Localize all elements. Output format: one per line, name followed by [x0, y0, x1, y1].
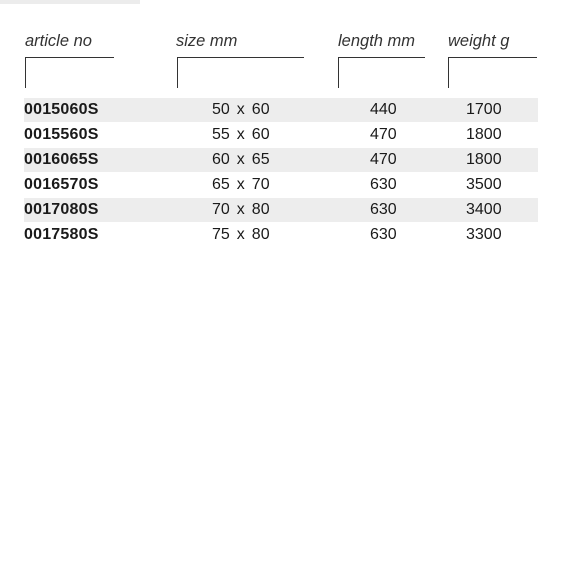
table-row [24, 148, 538, 172]
cell-weight: 3500 [466, 176, 502, 193]
cell-article: 0015060S [24, 101, 99, 118]
column-header-article: article no [25, 32, 92, 50]
cell-length: 630 [370, 176, 397, 193]
cell-weight: 1700 [466, 101, 502, 118]
cell-article: 0017580S [24, 226, 99, 243]
table-row [24, 173, 538, 197]
cell-weight: 3300 [466, 226, 502, 243]
cell-length: 630 [370, 226, 397, 243]
cell-article: 0015560S [24, 126, 99, 143]
cell-length: 630 [370, 201, 397, 218]
cell-length: 440 [370, 101, 397, 118]
cell-size: 60 x 65 [212, 151, 270, 168]
cell-weight: 1800 [466, 151, 502, 168]
table-row [24, 198, 538, 222]
column-header-weight: weight g [448, 32, 510, 50]
column-bracket-article [25, 57, 114, 88]
cell-weight: 3400 [466, 201, 502, 218]
column-header-length: length mm [338, 32, 416, 50]
cell-article: 0017080S [24, 201, 99, 218]
cell-article: 0016065S [24, 151, 99, 168]
cell-length: 470 [370, 151, 397, 168]
column-bracket-length [338, 57, 425, 88]
column-bracket-size [177, 57, 304, 88]
cell-length: 470 [370, 126, 397, 143]
cell-size: 75 x 80 [212, 226, 270, 243]
cell-size: 50 x 60 [212, 101, 270, 118]
table-row [24, 223, 538, 247]
table-row [24, 123, 538, 147]
cell-size: 70 x 80 [212, 201, 270, 218]
cell-size: 55 x 60 [212, 126, 270, 143]
column-bracket-weight [448, 57, 537, 88]
cell-weight: 1800 [466, 126, 502, 143]
column-header-size: size mm [176, 32, 238, 50]
cell-article: 0016570S [24, 176, 99, 193]
cell-size: 65 x 70 [212, 176, 270, 193]
table-row [24, 98, 538, 122]
